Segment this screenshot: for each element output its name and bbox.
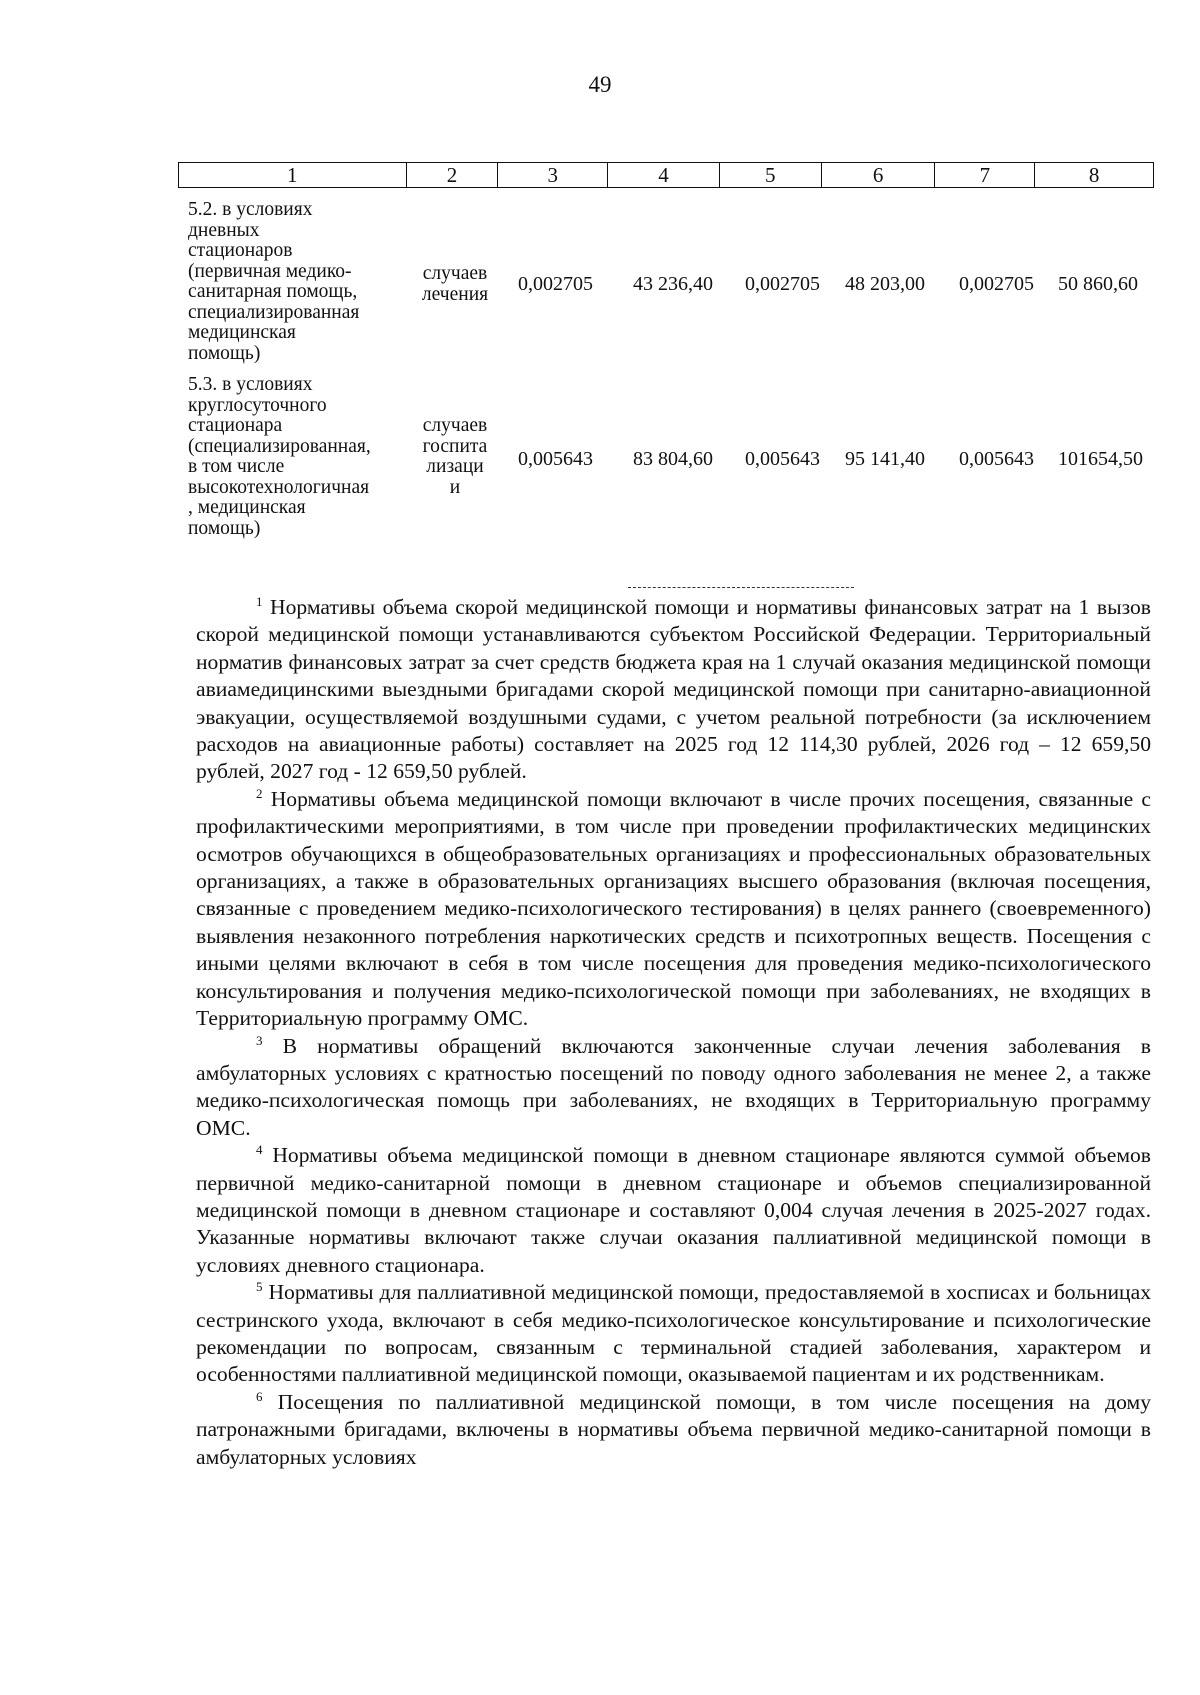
- column-header-5: 5: [720, 163, 822, 187]
- footnote-mark: 2: [256, 785, 263, 801]
- table-row: [178, 200, 1154, 370]
- footnote-mark: 3: [256, 1032, 263, 1048]
- cell-value: 0,005643: [518, 448, 593, 470]
- footnote: [196, 1142, 1151, 1279]
- footnote-mark: 1: [256, 593, 263, 609]
- cell-value: 0,002705: [959, 273, 1034, 295]
- column-header-2: 2: [407, 163, 499, 187]
- footnote-separator: [628, 587, 854, 588]
- footnote-text: Нормативы объема скорой медицинской помощи и нормативы финансовых затрат на 1 вызов скорой медицинской помощи устанавливаются субъектом Российской Федерации. Территориальный норматив финансовых затрат за счет средств бюджета края на 1 случай оказания медицинской помощи авиамедицинскими выездными бригадами скорой медицинской помощи при санитарно-авиационной эвакуации, осуществляемой воздушными судами, с учетом реальной потребности (за исключением расходов на авиационные работы) составляет на 2025 год 12 114,30 рублей, 2026 год – 12 659,50 рублей, 2027 год - 12 659,50 рублей.: [196, 595, 1151, 784]
- row-unit: случаев госпита лизаци и: [422, 415, 488, 498]
- column-header-3: 3: [498, 163, 608, 187]
- footnote: [196, 594, 1151, 786]
- footnote-mark: 5: [256, 1278, 263, 1294]
- column-header-7: 7: [935, 163, 1035, 187]
- cell-value: 0,005643: [745, 448, 820, 470]
- column-header-4: 4: [608, 163, 720, 187]
- footnote: [196, 1389, 1151, 1471]
- footnote-mark: 4: [256, 1141, 263, 1157]
- footnote-text: Посещения по паллиативной медицинской помощи, в том числе посещения на дому патронажными бригадами, включены в нормативы объема первичной медико-санитарной помощи в амбулаторных условиях: [196, 1389, 1151, 1469]
- table-row: [178, 375, 1154, 545]
- cell-value: 95 141,40: [845, 448, 925, 470]
- row-name: 5.3. в условиях круглосуточного стационара (специализированная, в том числе высокотехнологичная , медицинская помощь): [188, 374, 371, 539]
- cell-value: 101654,50: [1058, 448, 1143, 470]
- cell-value: 48 203,00: [845, 273, 925, 295]
- cell-value: 50 860,60: [1058, 273, 1138, 295]
- row-unit: случаев лечения: [421, 263, 489, 305]
- cell-value: 0,005643: [959, 448, 1034, 470]
- cell-value: 83 804,60: [633, 448, 713, 470]
- cell-value: 0,002705: [518, 273, 593, 295]
- table-header-row: [178, 162, 1154, 188]
- page-number: 49: [588, 72, 612, 97]
- cell-value: 0,002705: [745, 273, 820, 295]
- footnote-text: Нормативы объема медицинской помощи в дневном стационаре являются суммой объемов первичной медико-санитарной помощи в дневном стационаре и объемов специализированной медицинской помощи в дневном стационаре и составляют 0,004 случая лечения в 2025-2027 годах. Указанные нормативы включают также случаи оказания паллиативной медицинской помощи в условиях дневного стационара.: [196, 1143, 1151, 1277]
- footnote: [196, 1279, 1151, 1389]
- footnote-text: Нормативы объема медицинской помощи включают в числе прочих посещения, связанные с профилактическими мероприятиями, в том числе при проведении профилактических медицинских осмотров обучающихся в общеобразовательных организациях и профессиональных образовательных организациях, а также в образовательных организациях высшего образования (включая посещения, связанные с проведением медико-психологического тестирования) в целях раннего (своевременного) выявления незаконного потребления наркотических средств и психотропных веществ. Посещения с иными целями включают в себя в том числе посещения для проведения медико-психологического консультирования и получения медико-психологической помощи при заболеваниях, не входящих в Территориальную программу ОМС.: [196, 786, 1151, 1031]
- column-header-8: 8: [1088, 163, 1100, 187]
- footnote-text: Нормативы для паллиативной медицинской помощи, предоставляемой в хосписах и больницах сестринского ухода, включают в себя медико-психологическое консультирование и психологические рекомендации по вопросам, связанным с терминальной стадией заболевания, характером и особенностями паллиативной медицинской помощи, оказываемой пациентам и их родственникам.: [196, 1280, 1151, 1387]
- footnote: [196, 1033, 1151, 1143]
- row-name: 5.2. в условиях дневных стационаров (первичная медико- санитарная помощь, специализированная медицинская помощь): [188, 199, 360, 364]
- footnote: [196, 786, 1151, 1033]
- footnotes: [196, 594, 1151, 1471]
- footnote-mark: 6: [256, 1388, 263, 1404]
- column-header-1: 1: [179, 163, 407, 187]
- column-header-6: 6: [822, 163, 936, 187]
- cell-value: 43 236,40: [633, 273, 713, 295]
- footnote-text: В нормативы обращений включаются законченные случаи лечения заболевания в амбулаторных условиях с кратностью посещений по поводу одного заболевания не менее 2, а также медико-психологическая помощь при заболеваниях, не входящих в Территориальную программу ОМС.: [196, 1033, 1151, 1140]
